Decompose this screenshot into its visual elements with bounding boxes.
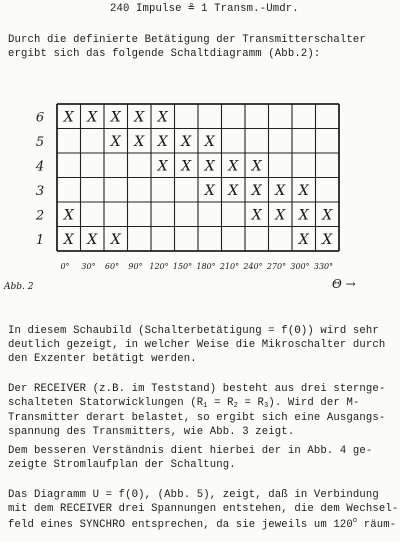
switch-mark: X [298,182,309,199]
row-label-switch-2: 2 [35,208,45,224]
para4-line-1: Das Diagramm U = f(Θ), (Abb. 5), zeigt, daß in Verbindung [8,489,379,501]
switch-mark: X [157,109,168,126]
para2-line-3: Transmitter derart belastet, so ergibt sich eine Ausgangs- [8,412,386,424]
angle-tick-label: 210° [219,262,240,271]
switch-mark: X [204,133,215,150]
para3-line-2: zeigte Stromlaufplan der Schaltung. [8,459,236,471]
row-label-switch-3: 3 [35,183,45,199]
para1-line-3: den Exzenter betätigt werden. [8,353,197,365]
row-label-switch-1: 1 [35,232,45,248]
para2-line-4: spannung des Transmitters, wie Abb. 3 zeigt. [8,426,295,438]
switch-mark: X [87,109,98,126]
para2-line-2: schalteten Statorwicklungen $(R_1 = R_2 = R_3)$. Wird der M- [8,397,360,410]
row-label-switch-6: 6 [35,110,45,126]
para2-line-1: Der RECEIVER (z.B. im Teststand) besteht aus drei sternge- [8,383,386,395]
switch-mark: X [251,207,262,224]
para1-line-1: In diesem Schaubild (Schalterbetätigung = f(Θ)) wird sehr [8,325,379,337]
row-label-switch-5: 5 [35,134,45,150]
switch-mark: X [157,133,168,150]
angle-tick-label: 120° [149,262,169,271]
intro-line-2: ergibt sich das folgende Schaltdiagramm (Abb.2): [8,48,321,60]
switch-mark: X [181,133,192,150]
switch-mark: X [110,109,121,126]
switch-mark: X [110,231,121,248]
switch-mark: X [87,231,98,248]
para4-line-3: feld eines SYNCHRO entsprechen, da sie jeweils um 120$^o$ räum- [8,517,397,531]
page-heading: 240 Impulse ≗ 1 Transm.-Umdr. [110,3,299,15]
switch-mark: X [157,158,168,175]
switch-mark: X [181,158,192,175]
angle-tick-label: 60° [104,262,120,271]
switch-mark: X [251,158,262,175]
theta-axis-label: Θ → [332,277,356,291]
switch-mark: X [204,158,215,175]
switch-mark: X [275,182,286,199]
switch-mark: X [63,109,74,126]
angle-tick-label: 240° [243,262,263,271]
para4-line-2: mit dem RECEIVER drei Spannungen entstehen, die dem Wechsel- [8,503,399,515]
switch-mark: X [110,133,121,150]
switch-mark: X [298,231,309,248]
switch-mark: X [275,207,286,224]
figure-label: Abb. 2 [4,282,34,292]
switch-mark: X [228,158,239,175]
intro-line-1: Durch die definierte Betätigung der Transmitterschalter [8,34,366,46]
switch-mark: X [63,231,74,248]
switch-mark: X [63,207,74,224]
switch-mark: X [134,133,145,150]
switch-mark: X [251,182,262,199]
switch-mark: X [298,207,309,224]
angle-tick-label: 300° [290,262,310,271]
angle-tick-label: 0° [60,262,70,271]
angle-tick-label: 330° [313,262,334,271]
switch-mark: X [228,182,239,199]
switch-mark: X [134,109,145,126]
switch-mark: X [322,207,333,224]
switch-mark: X [204,182,215,199]
angle-tick-label: 150° [172,262,193,271]
para1-line-2: deutlich gezeigt, in welcher Weise die Mikroschalter durch [8,339,386,351]
angle-tick-label: 270° [266,262,287,271]
para3-line-1: Dem besseren Verständnis dient hierbei der in Abb. 4 ge- [8,445,373,457]
angle-tick-label: 180° [196,262,216,271]
switch-mark: X [322,231,333,248]
angle-tick-label: 30° [81,262,96,271]
row-label-switch-4: 4 [35,159,45,175]
angle-tick-label: 90° [128,262,143,271]
